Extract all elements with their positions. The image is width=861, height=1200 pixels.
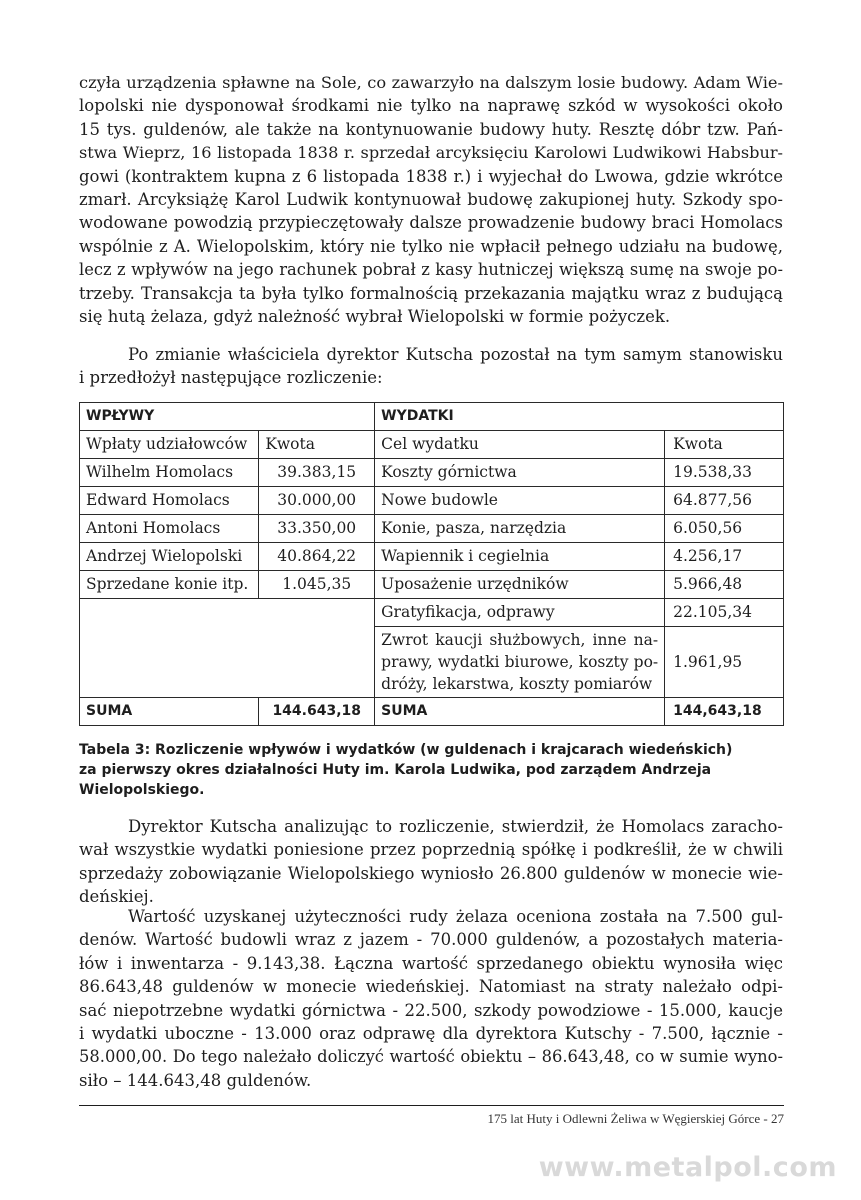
- text-line: siło – 144.643,48 guldenów.: [79, 1070, 312, 1090]
- income-amount-cell: 40.864,22: [259, 543, 375, 571]
- text-line: wał wszystkie wydatki poniesione przez poprzednią spółkę i podkreślił, że w chwili: [79, 840, 783, 860]
- footer-divider: [79, 1105, 784, 1106]
- text-line: 15 tys. guldenów, ale także na kontynuowanie budowy huty. Resztę dóbr tzw. Pań-: [79, 119, 783, 139]
- caption-line: Tabela 3: Rozliczenie wpływów i wydatków (w guldenach i krajcarach wiedeńskich): [79, 742, 733, 758]
- income-name-cell: Sprzedane konie itp.: [80, 571, 259, 599]
- text-line: 86.643,48 guldenów w monecie wiedeńskiej. Natomiast na straty należało odpi-: [79, 977, 783, 997]
- empty-income-cell: [80, 599, 375, 698]
- cell-line: Zwrot kaucji służbowych, inne na-: [381, 631, 659, 649]
- text-line: i przedłożył następujące rozliczenie:: [79, 368, 383, 388]
- expense-name-cell: Konie, pasza, narzędzia: [375, 515, 665, 543]
- table-row: [80, 599, 784, 627]
- text-line: deńskiej.: [79, 887, 154, 907]
- income-name-cell: Antoni Homolacs: [80, 515, 259, 543]
- income-amount-cell: 33.350,00: [259, 515, 375, 543]
- body-paragraph-3: [79, 815, 783, 909]
- page-footer: 175 lat Huty i Odlewni Żeliwa w Węgierskiej Górce - 27: [487, 1111, 784, 1126]
- table-subheader-row: [80, 431, 784, 459]
- table-row: [80, 543, 784, 571]
- text-line: 58.000,00. Do tego należało doliczyć wartość obiektu – 86.643,48, co w sumie wyno-: [79, 1047, 783, 1067]
- text-line: trzeby. Transakcja ta była tylko formalnością przekazania majątku wraz z budującą: [79, 283, 783, 303]
- table-header-row: [80, 403, 784, 431]
- body-paragraph-4: [79, 905, 783, 1092]
- watermark: www.metalpol.com: [538, 1152, 837, 1183]
- total-income-label: SUMA: [80, 698, 259, 726]
- expense-name-cell: Koszty górnictwa: [375, 459, 665, 487]
- text-line: łów i inwentarza - 9.143,38. Łączna wartość sprzedanego obiektu wynosiła więc: [79, 953, 783, 973]
- income-column-name: Wpłaty udziałowców: [80, 431, 259, 459]
- expense-amount-cell: 64.877,56: [665, 487, 784, 515]
- text-line: wodowane powodzią przypieczętowały dalsze prowadzenie budowy braci Homolacs: [79, 213, 783, 233]
- text-line: lecz z wpływów na jego rachunek pobrał z kasy hutniczej większą sumę na swoje po-: [79, 260, 783, 280]
- text-line: sprzedaży zobowiązanie Wielopolskiego wyniosło 26.800 guldenów w monecie wie-: [79, 863, 783, 883]
- text-line: wspólnie z A. Wielopolskim, który nie tylko nie wpłacił pełnego udziału na budowę,: [79, 236, 783, 256]
- expense-amount-cell: 5.966,48: [665, 571, 784, 599]
- table-total-row: [80, 698, 784, 726]
- table-row: [80, 571, 784, 599]
- income-name-cell: Edward Homolacs: [80, 487, 259, 515]
- expense-header: WYDATKI: [375, 403, 784, 431]
- expense-amount-cell: 6.050,56: [665, 515, 784, 543]
- text-line: czyła urządzenia spławne na Sole, co zawarzyło na dalszym losie budowy. Adam Wie-: [79, 73, 783, 92]
- body-paragraph-2: [79, 343, 783, 390]
- table-row: [80, 487, 784, 515]
- text-line: się hutą żelaza, gdyż należność wybrał Wielopolski w formie pożyczek.: [79, 307, 671, 327]
- expense-name-cell: Nowe budowle: [375, 487, 665, 515]
- table-row: [80, 515, 784, 543]
- text-line: gowi (kontraktem kupna z 6 listopada 1838 r.) i wyjechał do Lwowa, gdzie wkrótce: [79, 166, 783, 186]
- expense-column-name: Cel wydatku: [375, 431, 665, 459]
- expense-amount-cell: 22.105,34: [665, 599, 784, 627]
- expense-name-cell: [375, 627, 665, 698]
- cell-line: dróży, lekarstwa, koszty pomiarów: [381, 675, 653, 693]
- cell-line: prawy, wydatki biurowe, koszty po-: [381, 653, 659, 671]
- table-caption: [79, 740, 784, 800]
- total-expense-label: SUMA: [375, 698, 665, 726]
- settlement-table: [79, 402, 784, 726]
- expense-amount-cell: 4.256,17: [665, 543, 784, 571]
- text-line: stwa Wieprz, 16 listopada 1838 r. sprzedał arcyksięciu Karolowi Ludwikowi Habsbur-: [79, 143, 783, 163]
- table-row: [80, 459, 784, 487]
- expense-amount-cell: 1.961,95: [665, 627, 784, 698]
- expense-column-amount: Kwota: [665, 431, 784, 459]
- income-amount-cell: 30.000,00: [259, 487, 375, 515]
- expense-amount-cell: 19.538,33: [665, 459, 784, 487]
- expense-name-cell: Gratyfikacja, odprawy: [375, 599, 665, 627]
- text-line: sać niepotrzebne wydatki górnictwa - 22.500, szkody powodziowe - 15.000, kaucje: [79, 1000, 783, 1020]
- total-income-value: 144.643,18: [259, 698, 375, 726]
- text-line: i wydatki uboczne - 13.000 oraz odprawę dla dyrektora Kutschy - 7.500, łącznie -: [79, 1024, 783, 1044]
- caption-line: za pierwszy okres działalności Huty im. Karola Ludwika, pod zarządem Andrzeja: [79, 762, 712, 778]
- text-line: Po zmianie właściciela dyrektor Kutscha pozostał na tym samym stanowisku: [128, 345, 783, 364]
- expense-name-cell: Wapiennik i cegielnia: [375, 543, 665, 571]
- income-name-cell: Wilhelm Homolacs: [80, 459, 259, 487]
- text-line: zmarł. Arcyksiążę Karol Ludwik kontynuował budowę zakupionej huty. Szkody spo-: [79, 190, 783, 210]
- expense-name-cell: Uposażenie urzędników: [375, 571, 665, 599]
- text-line: denów. Wartość budowli wraz z jazem - 70.000 guldenów, a pozostałych materia-: [79, 930, 783, 950]
- body-paragraph-1: [79, 71, 783, 328]
- income-header: WPŁYWY: [80, 403, 375, 431]
- income-amount-cell: 1.045,35: [259, 571, 375, 599]
- total-expense-value: 144,643,18: [665, 698, 784, 726]
- income-name-cell: Andrzej Wielopolski: [80, 543, 259, 571]
- caption-line: Wielopolskiego.: [79, 782, 205, 798]
- text-line: Wartość uzyskanej użyteczności rudy żelaza oceniona została na 7.500 gul-: [128, 907, 783, 926]
- income-column-amount: Kwota: [259, 431, 375, 459]
- text-line: lopolski nie dysponował środkami nie tylko na naprawę szkód w wysokości około: [79, 96, 783, 116]
- text-line: Dyrektor Kutscha analizując to rozliczenie, stwierdził, że Homolacs zaracho-: [128, 817, 783, 836]
- income-amount-cell: 39.383,15: [259, 459, 375, 487]
